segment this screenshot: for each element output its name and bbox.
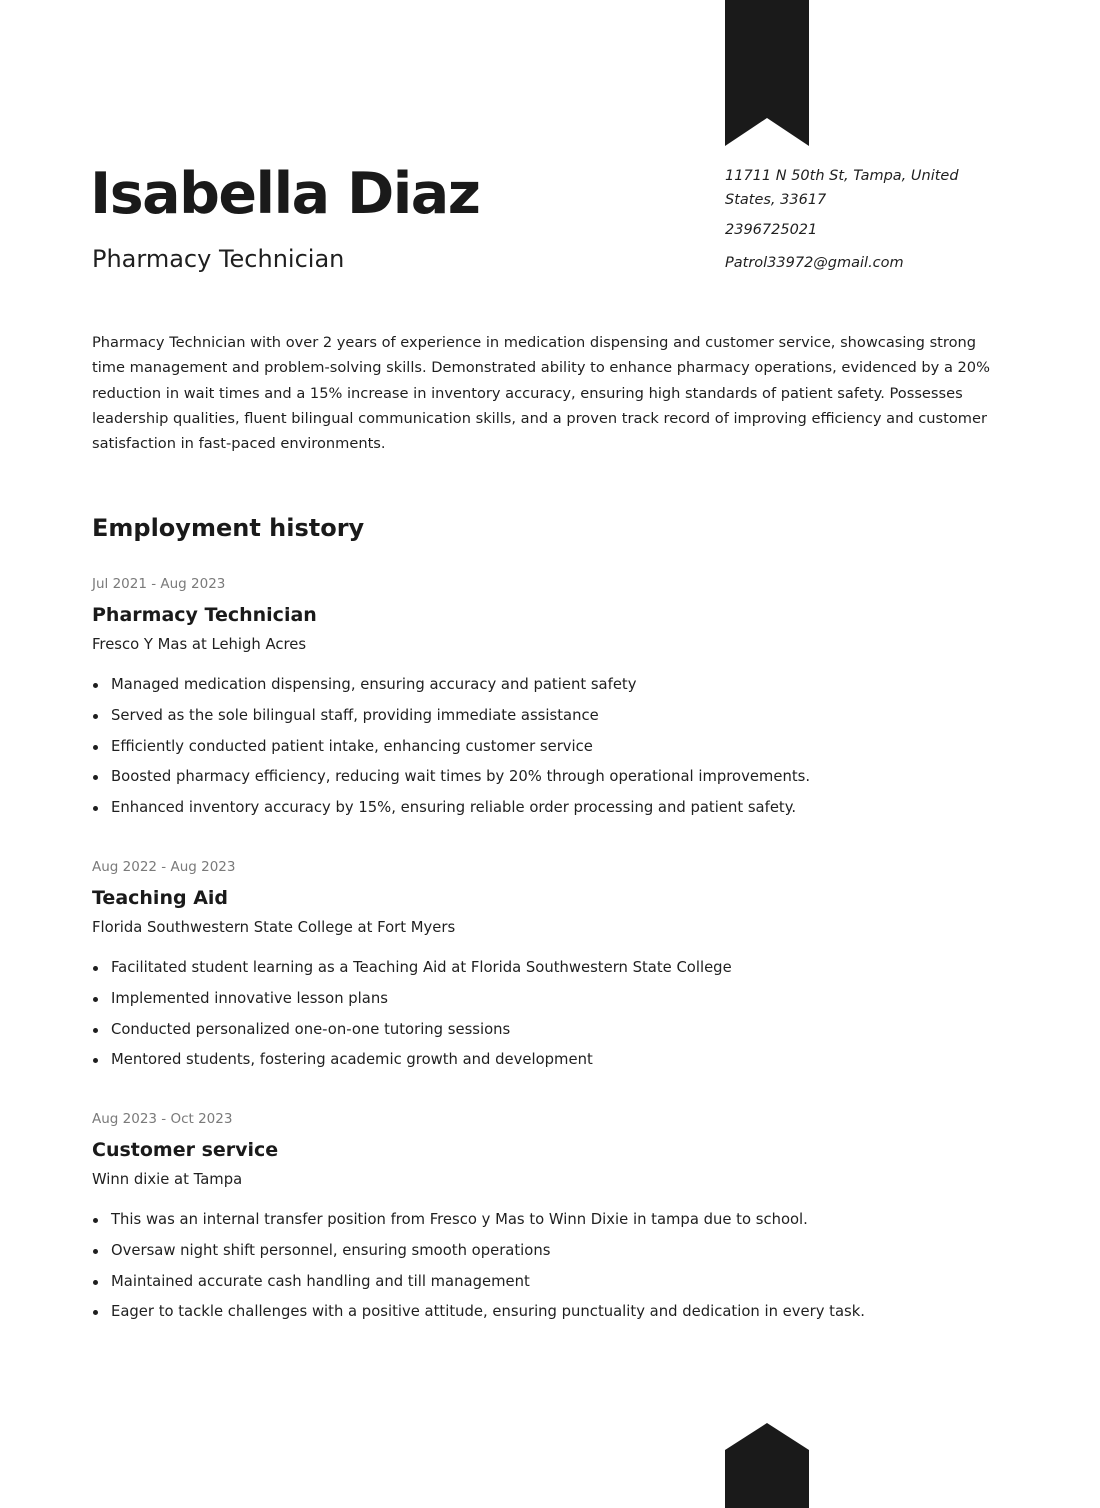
candidate-role: Pharmacy Technician: [92, 245, 345, 273]
job-entry-customer-service: [92, 1109, 1022, 1332]
bullet-dot-icon: [93, 1310, 98, 1315]
candidate-name: Isabella Diaz: [90, 161, 480, 227]
bullet-dot-icon: [93, 1280, 98, 1285]
bullet-dot-icon: [93, 683, 98, 688]
ribbon-top-decoration: [725, 0, 809, 146]
profile-summary: Pharmacy Technician with over 2 years of experience in medication dispensing and customer service, showcasing strong time management and problem-solving skills. Demonstrated ability to enhance pharmacy operations, evidenced by a 20% reduction in wait times and a 15% increase in inventory accuracy, ensuring high standards of patient safety. Possesses leadership qualities, fluent bilingual communication skills, and a proven track record of improving efficiency and customer satisfaction in fast-paced environments.: [92, 334, 990, 453]
job-bullet: [92, 1209, 1022, 1231]
contact-details: [725, 164, 985, 275]
job-bullet: [92, 736, 1022, 758]
job-title: Pharmacy Technician: [92, 604, 317, 626]
bullet-dot-icon: [93, 1058, 98, 1063]
job-bullet-text: Conducted personalized one-on-one tutoring sessions: [111, 1020, 511, 1038]
job-bullet-text: Managed medication dispensing, ensuring accuracy and patient safety: [111, 676, 637, 693]
job-bullet: [92, 988, 1022, 1010]
job-bullet-text: This was an internal transfer position from Fresco y Mas to Winn Dixie in tampa due to school.: [111, 1211, 808, 1228]
contact-phone: 2396725021: [725, 222, 818, 238]
job-bullet: [92, 957, 1022, 979]
job-bullet-text: Oversaw night shift personnel, ensuring smooth operations: [111, 1241, 551, 1259]
job-employer: Winn dixie at Tampa: [92, 1171, 243, 1188]
bullet-dot-icon: [93, 1218, 98, 1223]
bullet-dot-icon: [93, 1249, 98, 1254]
job-bullet: [92, 705, 1022, 727]
bullet-dot-icon: [93, 806, 98, 811]
employment-history-heading: Employment history: [92, 514, 365, 542]
job-dates: Aug 2022 - Aug 2023: [92, 859, 236, 875]
bullet-dot-icon: [93, 997, 98, 1002]
job-bullet-list: [92, 1209, 1022, 1323]
bullet-dot-icon: [93, 775, 98, 780]
job-bullet-text: Maintained accurate cash handling and till management: [111, 1272, 530, 1290]
job-bullet: [92, 1019, 1022, 1041]
job-dates: Aug 2023 - Oct 2023: [92, 1111, 233, 1127]
bullet-dot-icon: [93, 1028, 98, 1033]
job-bullet: [92, 1049, 1022, 1071]
bullet-dot-icon: [93, 966, 98, 971]
job-entry-teaching-aid: [92, 857, 1022, 1080]
job-bullet-text: Enhanced inventory accuracy by 15%, ensuring reliable order processing and patient safety.: [111, 799, 797, 817]
job-employer: Florida Southwestern State College at Fort Myers: [92, 919, 456, 936]
job-bullet-list: [92, 957, 1022, 1071]
contact-address: 11711 N 50th St, Tampa, United States, 33617: [725, 168, 959, 208]
job-title: Customer service: [92, 1139, 279, 1161]
job-bullet: [92, 674, 1022, 696]
job-bullet-text: Boosted pharmacy efficiency, reducing wait times by 20% through operational improvements.: [111, 768, 811, 786]
job-bullet-text: Mentored students, fostering academic growth and development: [111, 1051, 593, 1069]
job-title: Teaching Aid: [92, 887, 229, 909]
job-dates: Jul 2021 - Aug 2023: [92, 576, 226, 592]
job-bullet: [92, 1240, 1022, 1262]
bullet-dot-icon: [93, 745, 98, 750]
ribbon-bottom-decoration: [725, 1423, 809, 1508]
job-bullet: [92, 766, 1022, 788]
job-bullet-list: [92, 674, 1022, 819]
job-bullet-text: Eager to tackle challenges with a positive attitude, ensuring punctuality and dedication in every task.: [111, 1303, 866, 1321]
job-employer: Fresco Y Mas at Lehigh Acres: [92, 636, 307, 653]
job-bullet: [92, 1301, 1022, 1323]
job-bullet-text: Facilitated student learning as a Teaching Aid at Florida Southwestern State College: [111, 959, 732, 976]
job-bullet-text: Served as the sole bilingual staff, providing immediate assistance: [111, 706, 599, 724]
job-entry-pharmacy-technician: [92, 574, 1022, 828]
job-bullet: [92, 797, 1022, 819]
contact-email: Patrol33972@gmail.com: [725, 255, 904, 271]
job-bullet: [92, 1271, 1022, 1293]
job-bullet-text: Implemented innovative lesson plans: [111, 989, 388, 1007]
bullet-dot-icon: [93, 714, 98, 719]
job-bullet-text: Efficiently conducted patient intake, enhancing customer service: [111, 737, 593, 755]
